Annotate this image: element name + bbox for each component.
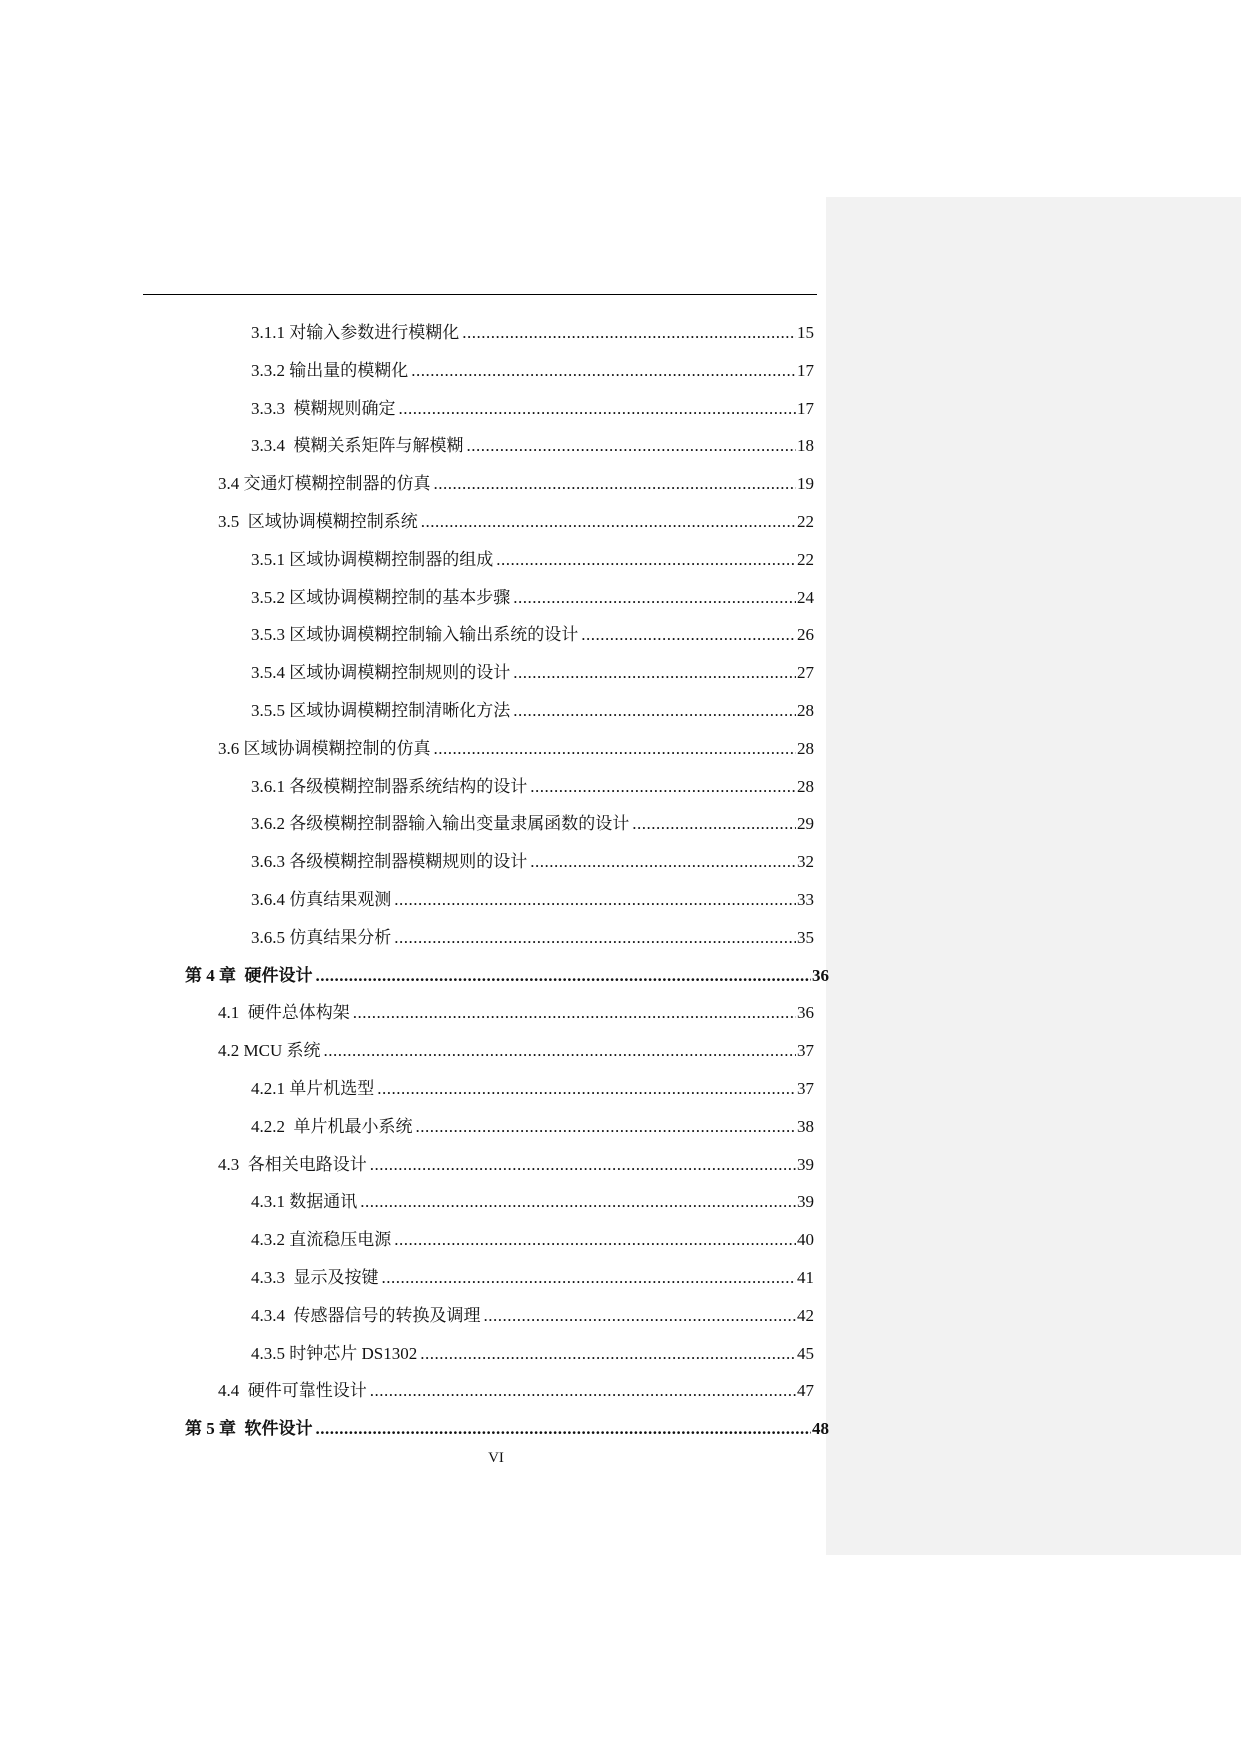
toc-entry	[251, 360, 814, 382]
dot-leader	[394, 927, 796, 949]
toc-entry-page-number: 47	[797, 1381, 814, 1400]
toc-entry	[251, 1305, 814, 1327]
dot-leader	[377, 1078, 796, 1100]
toc-entry-page-number: 41	[797, 1268, 814, 1287]
toc-entry-page-number: 28	[797, 739, 814, 758]
dot-leader	[421, 511, 796, 533]
toc-entry-page-number: 37	[797, 1079, 814, 1098]
toc-entry	[251, 549, 814, 571]
toc-entry	[251, 700, 814, 722]
dot-leader	[360, 1191, 796, 1213]
dot-leader	[434, 473, 797, 495]
toc-entry-title: 4.1 硬件总体构架	[218, 1003, 350, 1022]
toc-entry	[218, 1002, 814, 1024]
toc-entry	[251, 435, 814, 457]
toc-entry-title: 3.5 区域协调模糊控制系统	[218, 512, 418, 531]
toc-entry-page-number: 17	[797, 361, 814, 380]
toc-entry-title: 3.5.3 区域协调模糊控制输入输出系统的设计	[251, 625, 579, 644]
dot-leader	[394, 889, 796, 911]
toc-entry	[251, 889, 814, 911]
toc-entry-page-number: 37	[797, 1041, 814, 1060]
toc-entry-title: 3.5.1 区域协调模糊控制器的组成	[251, 550, 494, 569]
dot-leader	[382, 1267, 797, 1289]
toc-entry	[251, 1191, 814, 1213]
toc-entry	[251, 587, 814, 609]
toc-entry-page-number: 22	[797, 550, 814, 569]
dot-leader	[496, 549, 796, 571]
dot-leader	[316, 1418, 812, 1440]
toc-entry-title: 3.4 交通灯模糊控制器的仿真	[218, 474, 431, 493]
footer-page-number: VI	[488, 1450, 504, 1466]
toc-entry-page-number: 15	[797, 323, 814, 342]
toc-entry	[218, 1040, 814, 1062]
dot-leader	[394, 1229, 796, 1251]
toc-entry-title: 3.6.4 仿真结果观测	[251, 890, 392, 909]
toc-entry	[251, 624, 814, 646]
dot-leader	[323, 1040, 796, 1062]
toc-entry-page-number: 45	[797, 1344, 814, 1363]
toc-entry	[251, 851, 814, 873]
toc-entry-page-number: 19	[797, 474, 814, 493]
toc-entry-page-number: 36	[797, 1003, 814, 1022]
toc-entry-page-number: 35	[797, 928, 814, 947]
toc-entry	[251, 1343, 814, 1365]
toc-entry-page-number: 42	[797, 1306, 814, 1325]
toc-entry-title: 4.3.3 显示及按键	[251, 1268, 379, 1287]
toc-entry-title: 4.3.4 传感器信号的转换及调理	[251, 1306, 481, 1325]
toc-entry-title: 3.1.1 对输入参数进行模糊化	[251, 323, 460, 342]
toc-entry-page-number: 18	[797, 436, 814, 455]
header-rule	[143, 294, 817, 295]
toc-entry-page-number: 27	[797, 663, 814, 682]
dot-leader	[581, 624, 796, 646]
toc-entry-page-number: 39	[797, 1155, 814, 1174]
toc-entry-title: 3.6.2 各级模糊控制器输入输出变量隶属函数的设计	[251, 814, 630, 833]
toc-entry-title: 3.3.3 模糊规则确定	[251, 399, 396, 418]
toc-entry-title: 3.6 区域协调模糊控制的仿真	[218, 739, 431, 758]
toc-entry	[251, 322, 814, 344]
toc-entry-title: 3.3.4 模糊关系矩阵与解模糊	[251, 436, 464, 455]
toc-entry-page-number: 38	[797, 1117, 814, 1136]
toc-entry	[251, 776, 814, 798]
toc-entry-title: 4.2.2 单片机最小系统	[251, 1117, 413, 1136]
toc-entry	[251, 1078, 814, 1100]
toc-entry-page-number: 26	[797, 625, 814, 644]
toc-entry-page-number: 36	[812, 966, 829, 985]
toc-entry-title: 3.6.5 仿真结果分析	[251, 928, 392, 947]
toc-entry	[218, 1380, 814, 1402]
dot-leader	[353, 1002, 796, 1024]
toc-entry-title: 3.5.5 区域协调模糊控制清晰化方法	[251, 701, 511, 720]
toc-entry-title: 第 5 章 软件设计	[185, 1419, 313, 1438]
dot-leader	[530, 776, 796, 798]
toc-entry-page-number: 24	[797, 588, 814, 607]
dot-leader	[416, 1116, 797, 1138]
toc-entry	[251, 398, 814, 420]
dot-leader	[411, 360, 796, 382]
toc-chapter-entry	[185, 1418, 829, 1440]
toc-entry-title: 3.6.1 各级模糊控制器系统结构的设计	[251, 777, 528, 796]
toc-entry	[251, 1116, 814, 1138]
comment-markup-pane	[826, 197, 1241, 1555]
toc-entry-title: 4.4 硬件可靠性设计	[218, 1381, 367, 1400]
toc-entry-title: 3.3.2 输出量的模糊化	[251, 361, 409, 380]
toc-entry	[251, 813, 814, 835]
toc-entry	[251, 1267, 814, 1289]
toc-chapter-entry	[185, 965, 829, 987]
toc-entry-title: 3.6.3 各级模糊控制器模糊规则的设计	[251, 852, 528, 871]
toc-entry-page-number: 22	[797, 512, 814, 531]
dot-leader	[530, 851, 796, 873]
toc-entry	[218, 738, 814, 760]
toc-entry-title: 4.3.5 时钟芯片 DS1302	[251, 1344, 418, 1363]
dot-leader	[399, 398, 797, 420]
dot-leader	[513, 700, 796, 722]
toc-entry-title: 4.3.1 数据通讯	[251, 1192, 358, 1211]
dot-leader	[484, 1305, 797, 1327]
toc-entry-page-number: 40	[797, 1230, 814, 1249]
dot-leader	[462, 322, 796, 344]
dot-leader	[370, 1154, 796, 1176]
toc-entry-page-number: 28	[797, 777, 814, 796]
toc-entry	[218, 1154, 814, 1176]
dot-leader	[370, 1380, 796, 1402]
toc-entry	[251, 1229, 814, 1251]
toc-entry-title: 3.5.4 区域协调模糊控制规则的设计	[251, 663, 511, 682]
toc-entry-page-number: 28	[797, 701, 814, 720]
toc-entry-page-number: 32	[797, 852, 814, 871]
toc-entry-title: 3.5.2 区域协调模糊控制的基本步骤	[251, 588, 511, 607]
dot-leader	[513, 587, 796, 609]
toc-entry	[218, 473, 814, 495]
toc-entry-page-number: 39	[797, 1192, 814, 1211]
toc-entry	[251, 662, 814, 684]
toc-entry-page-number: 33	[797, 890, 814, 909]
toc-entry-title: 4.3 各相关电路设计	[218, 1155, 367, 1174]
toc-entry	[218, 511, 814, 533]
toc-entry-title: 4.2.1 单片机选型	[251, 1079, 375, 1098]
toc-entry-page-number: 17	[797, 399, 814, 418]
toc-entry-page-number: 29	[797, 814, 814, 833]
toc-entry-page-number: 48	[812, 1419, 829, 1438]
toc-entry-title: 4.3.2 直流稳压电源	[251, 1230, 392, 1249]
dot-leader	[632, 813, 796, 835]
dot-leader	[467, 435, 797, 457]
dot-leader	[513, 662, 796, 684]
dot-leader	[434, 738, 797, 760]
toc-entry-title: 第 4 章 硬件设计	[185, 966, 313, 985]
toc-entry	[251, 927, 814, 949]
dot-leader	[420, 1343, 796, 1365]
dot-leader	[316, 965, 812, 987]
toc-entry-title: 4.2 MCU 系统	[218, 1041, 321, 1060]
